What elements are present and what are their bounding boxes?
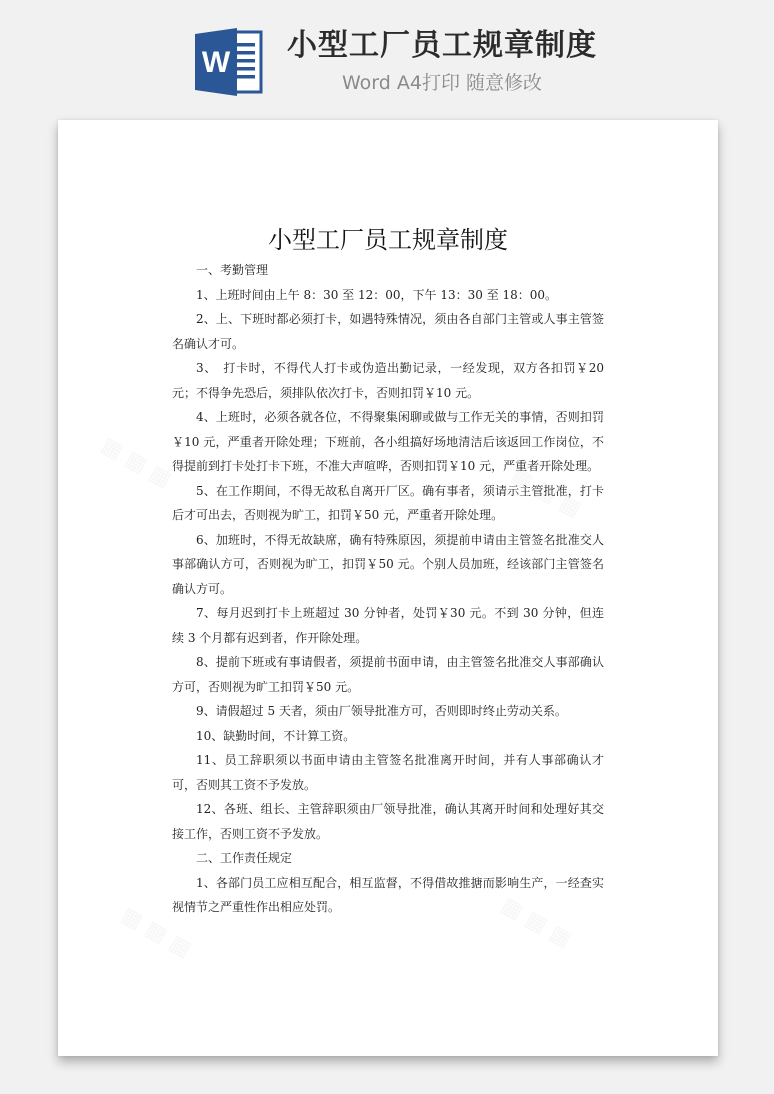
document-title: 小型工厂员工规章制度 [268, 226, 508, 254]
banner-title: 小型工厂员工规章制度 [287, 28, 597, 63]
rule-paragraph: 3、 打卡时，不得代人打卡或伪造出勤记录，一经发现，双方各扣罚￥20 元；不得争先恐后，须排队依次打卡，否则扣罚￥10 元。 [172, 361, 604, 400]
document-body [172, 258, 604, 920]
rule-paragraph: 9、请假超过 5 天者，须由厂领导批准方可，否则即时终止劳动关系。 [196, 704, 567, 718]
rule-paragraph: 1、各部门员工应相互配合，相互监督，不得借故推搪而影响生产，一经查实视情节之严重性作出相应处罚。 [172, 875, 604, 914]
rule-paragraph: 4、上班时，必须各就各位，不得聚集闲聊或做与工作无关的事情，否则扣罚￥10 元，严重者开除处理；下班前，各小组搞好场地清洁后该返回工作岗位，不得提前到打卡处打卡下班，不准大声喧哗，否则扣罚￥10 元，严重者开除处理。 [172, 410, 604, 473]
watermark-pattern [97, 433, 176, 493]
section-heading-responsibility: 二、工作责任规定 [196, 851, 293, 865]
word-icon-letter: W [201, 46, 231, 79]
document-page [58, 120, 718, 1056]
rule-paragraph: 8、提前下班或有事请假者，须提前书面申请，由主管签名批准交人事部确认方可，否则视为旷工扣罚￥50 元。 [172, 655, 604, 694]
rule-paragraph: 7、每月迟到打卡上班超过 30 分钟者，处罚￥30 元。不到 30 分钟，但连续 3 个月都有迟到者，作开除处理。 [172, 606, 604, 645]
rule-paragraph: 2、上、下班时都必须打卡，如遇特殊情况，须由各自部门主管或人事主管签名确认才可。 [172, 312, 604, 351]
rule-paragraph: 11、员工辞职须以书面申请由主管签名批准离开时间，并有人事部确认才可，否则其工资不予发放。 [172, 753, 604, 792]
rule-paragraph: 10、缺勤时间，不计算工资。 [196, 728, 356, 743]
section-heading-attendance: 一、考勤管理 [196, 263, 269, 277]
header-banner [0, 0, 774, 118]
rule-paragraph: 12、各班、组长、主管辞职须由厂领导批准，确认其离开时间和处理好其交接工作，否则工资不予发放。 [172, 802, 604, 841]
rule-paragraph: 5、在工作期间，不得无故私自离开厂区。确有事者，须请示主管批准，打卡后才可出去，否则视为旷工，扣罚￥50 元，严重者开除处理。 [172, 483, 604, 522]
rule-paragraph: 6、加班时，不得无故缺席，确有特殊原因，须提前申请由主管签名批准交人事部确认方可，否则视为旷工，扣罚￥50 元。个别人员加班，经该部门主管签名确认方可。 [172, 532, 604, 596]
word-document-icon [193, 26, 265, 98]
rule-paragraph: 1、上班时间由上午 8：30 至 12：00，下午 13：30 至 18：00。 [196, 287, 558, 302]
banner-subtitle: Word A4打印 随意修改 [341, 72, 542, 94]
